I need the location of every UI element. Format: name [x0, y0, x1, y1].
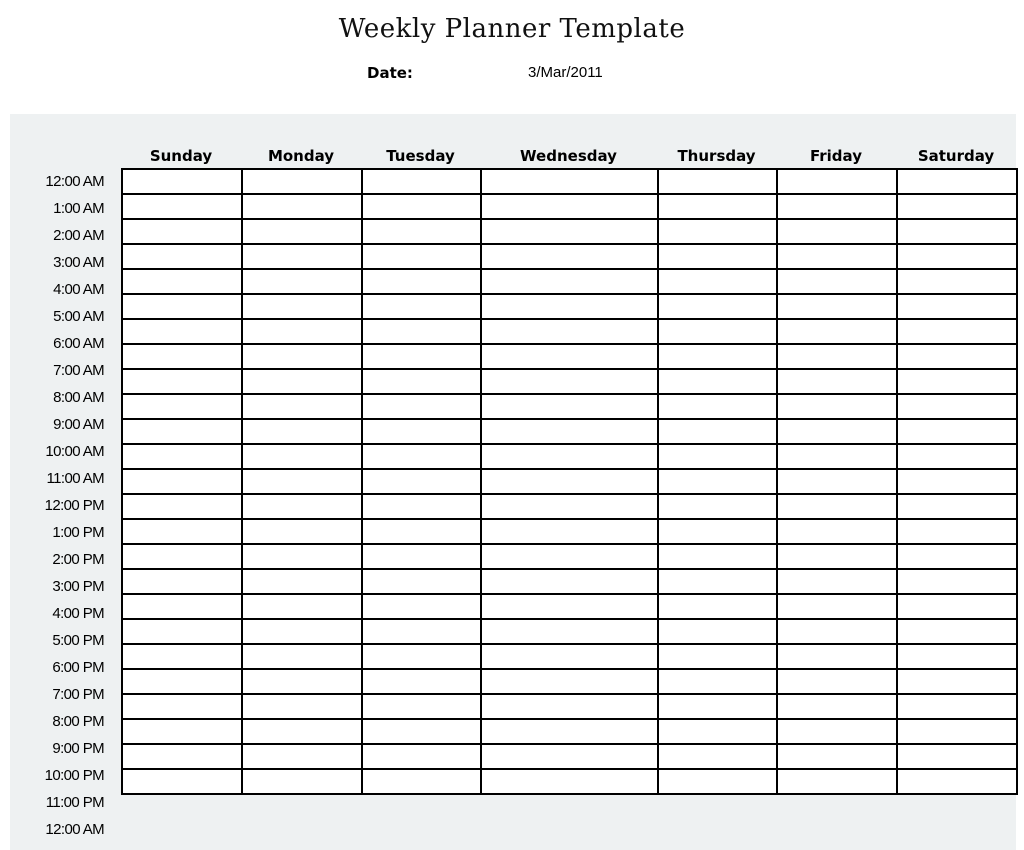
time-label: 2:00 AM	[53, 227, 104, 244]
planner-cell[interactable]	[481, 694, 658, 719]
planner-cell[interactable]	[897, 644, 1017, 669]
planner-cell[interactable]	[658, 694, 777, 719]
planner-cell[interactable]	[777, 369, 897, 394]
planner-cell[interactable]	[242, 494, 362, 519]
planner-cell[interactable]	[122, 269, 242, 294]
planner-cell[interactable]	[897, 544, 1017, 569]
planner-cell[interactable]	[122, 394, 242, 419]
planner-cell[interactable]	[658, 569, 777, 594]
planner-cell[interactable]	[362, 419, 481, 444]
planner-cell[interactable]	[122, 294, 242, 319]
planner-cell[interactable]	[362, 344, 481, 369]
planner-cell[interactable]	[362, 169, 481, 194]
planner-cell[interactable]	[122, 744, 242, 769]
planner-cell[interactable]	[362, 694, 481, 719]
planner-cell[interactable]	[897, 669, 1017, 694]
planner-cell[interactable]	[897, 594, 1017, 619]
planner-cell[interactable]	[481, 469, 658, 494]
planner-cell[interactable]	[481, 394, 658, 419]
planner-cell[interactable]	[242, 269, 362, 294]
planner-cell[interactable]	[777, 344, 897, 369]
day-header-monday: Monday	[267, 147, 335, 165]
table-row	[122, 594, 1017, 619]
planner-cell[interactable]	[242, 169, 362, 194]
table-row	[122, 344, 1017, 369]
time-label: 11:00 AM	[46, 470, 104, 487]
time-label: 12:00 PM	[44, 497, 104, 514]
table-row	[122, 494, 1017, 519]
planner-cell[interactable]	[362, 494, 481, 519]
planner-cell[interactable]	[897, 519, 1017, 544]
planner-cell[interactable]	[242, 594, 362, 619]
time-label: 5:00 AM	[53, 308, 104, 325]
planner-cell[interactable]	[481, 519, 658, 544]
time-label: 3:00 AM	[53, 254, 104, 271]
planner-cell[interactable]	[362, 619, 481, 644]
table-row	[122, 694, 1017, 719]
time-label: 1:00 PM	[52, 524, 104, 541]
planner-cell[interactable]	[777, 569, 897, 594]
time-label: 8:00 PM	[52, 713, 104, 730]
time-label: 4:00 AM	[53, 281, 104, 298]
planner-cell[interactable]	[658, 494, 777, 519]
time-label: 3:00 PM	[52, 578, 104, 595]
planner-cell[interactable]	[242, 419, 362, 444]
table-row	[122, 369, 1017, 394]
planner-cell[interactable]	[897, 194, 1017, 219]
planner-cell[interactable]	[122, 219, 242, 244]
planner-cell[interactable]	[362, 544, 481, 569]
day-header-row	[121, 144, 1016, 168]
planner-cell[interactable]	[658, 194, 777, 219]
planner-cell[interactable]	[242, 219, 362, 244]
time-label: 6:00 PM	[52, 659, 104, 676]
planner-cell[interactable]	[897, 169, 1017, 194]
planner-cell[interactable]	[362, 469, 481, 494]
planner-cell[interactable]	[777, 269, 897, 294]
planner-cell[interactable]	[242, 319, 362, 344]
planner-cell[interactable]	[481, 319, 658, 344]
planner-cell[interactable]	[897, 444, 1017, 469]
table-row	[122, 769, 1017, 794]
table-row	[122, 219, 1017, 244]
planner-cell[interactable]	[122, 669, 242, 694]
planner-cell[interactable]	[658, 219, 777, 244]
planner-cell[interactable]	[777, 519, 897, 544]
planner-cell[interactable]	[362, 669, 481, 694]
planner-cell[interactable]	[122, 569, 242, 594]
day-header-saturday: Saturday	[917, 147, 995, 165]
planner-cell[interactable]	[242, 619, 362, 644]
planner-cell[interactable]	[658, 519, 777, 544]
planner-cell[interactable]	[777, 419, 897, 444]
planner-cell[interactable]	[481, 719, 658, 744]
planner-cell[interactable]	[658, 419, 777, 444]
table-row	[122, 194, 1017, 219]
planner-cell[interactable]	[897, 369, 1017, 394]
page-title: Weekly Planner Template	[338, 14, 686, 44]
table-row	[122, 394, 1017, 419]
planner-cell[interactable]	[481, 769, 658, 794]
planner-cell[interactable]	[658, 369, 777, 394]
planner-cell[interactable]	[122, 469, 242, 494]
planner-cell[interactable]	[481, 194, 658, 219]
planner-cell[interactable]	[362, 569, 481, 594]
planner-cell[interactable]	[897, 344, 1017, 369]
planner-cell[interactable]	[481, 594, 658, 619]
planner-cell[interactable]	[658, 344, 777, 369]
planner-cell[interactable]	[122, 694, 242, 719]
planner-cell[interactable]	[242, 194, 362, 219]
planner-cell[interactable]	[122, 369, 242, 394]
planner-cell[interactable]	[897, 394, 1017, 419]
time-label: 12:00 AM	[45, 821, 104, 838]
planner-cell[interactable]	[242, 569, 362, 594]
planner-cell[interactable]	[658, 594, 777, 619]
table-row	[122, 669, 1017, 694]
table-row	[122, 519, 1017, 544]
planner-cell[interactable]	[777, 594, 897, 619]
planner-cell[interactable]	[122, 769, 242, 794]
table-row	[122, 419, 1017, 444]
day-header-wednesday: Wednesday	[520, 147, 617, 165]
planner-cell[interactable]	[777, 644, 897, 669]
planner-cell[interactable]	[122, 244, 242, 269]
planner-cell[interactable]	[777, 494, 897, 519]
planner-cell[interactable]	[362, 719, 481, 744]
planner-cell[interactable]	[777, 669, 897, 694]
planner-cell[interactable]	[897, 719, 1017, 744]
planner-cell[interactable]	[897, 494, 1017, 519]
table-row	[122, 569, 1017, 594]
time-label: 6:00 AM	[53, 335, 104, 352]
planner-cell[interactable]	[658, 719, 777, 744]
planner-cell[interactable]	[122, 644, 242, 669]
day-header-tuesday: Tuesday	[386, 147, 455, 165]
table-row	[122, 169, 1017, 194]
planner-cell[interactable]	[362, 594, 481, 619]
table-row	[122, 319, 1017, 344]
planner-cell[interactable]	[658, 769, 777, 794]
planner-cell[interactable]	[242, 669, 362, 694]
time-label: 10:00 PM	[44, 767, 104, 784]
planner-cell[interactable]	[897, 219, 1017, 244]
time-label: 5:00 PM	[52, 632, 104, 649]
planner-cell[interactable]	[122, 444, 242, 469]
planner-cell[interactable]	[481, 644, 658, 669]
planner-cell[interactable]	[242, 694, 362, 719]
time-label: 1:00 AM	[53, 200, 104, 217]
planner-cell[interactable]	[897, 469, 1017, 494]
planner-cell[interactable]	[481, 419, 658, 444]
planner-cell[interactable]	[658, 619, 777, 644]
planner-cell[interactable]	[777, 744, 897, 769]
planner-cell[interactable]	[242, 294, 362, 319]
planner-cell[interactable]	[481, 619, 658, 644]
planner-cell[interactable]	[122, 419, 242, 444]
planner-cell[interactable]	[658, 169, 777, 194]
planner-cell[interactable]	[122, 619, 242, 644]
planner-cell[interactable]	[242, 544, 362, 569]
planner-cell[interactable]	[897, 244, 1017, 269]
planner-cell[interactable]	[658, 244, 777, 269]
planner-cell[interactable]	[777, 719, 897, 744]
planner-cell[interactable]	[658, 744, 777, 769]
planner-cell[interactable]	[481, 544, 658, 569]
planner-cell[interactable]	[897, 694, 1017, 719]
planner-cell[interactable]	[362, 269, 481, 294]
planner-cell[interactable]	[897, 569, 1017, 594]
date-value: 3/Mar/2011	[528, 64, 603, 81]
planner-cell[interactable]	[122, 494, 242, 519]
table-row	[122, 444, 1017, 469]
planner-cell[interactable]	[658, 394, 777, 419]
planner-cell[interactable]	[777, 219, 897, 244]
planner-cell[interactable]	[777, 469, 897, 494]
planner-cell[interactable]	[242, 769, 362, 794]
planner-cell[interactable]	[777, 169, 897, 194]
planner-cell[interactable]	[122, 544, 242, 569]
planner-cell[interactable]	[777, 394, 897, 419]
planner-cell[interactable]	[242, 744, 362, 769]
planner-cell[interactable]	[481, 294, 658, 319]
table-row	[122, 619, 1017, 644]
planner-cell[interactable]	[362, 369, 481, 394]
planner-cell[interactable]	[481, 169, 658, 194]
time-label: 8:00 AM	[53, 389, 104, 406]
time-label: 9:00 AM	[53, 416, 104, 433]
planner-cell[interactable]	[777, 194, 897, 219]
planner-cell[interactable]	[777, 244, 897, 269]
planner-cell[interactable]	[362, 219, 481, 244]
time-label: 7:00 AM	[53, 362, 104, 379]
time-label: 11:00 PM	[45, 794, 104, 811]
table-row	[122, 644, 1017, 669]
planner-cell[interactable]	[362, 769, 481, 794]
time-column	[12, 168, 122, 843]
planner-cell[interactable]	[777, 769, 897, 794]
planner-cell[interactable]	[362, 294, 481, 319]
date-label: Date:	[367, 64, 413, 82]
planner-cell[interactable]	[897, 769, 1017, 794]
planner-cell[interactable]	[658, 469, 777, 494]
planner-cell[interactable]	[362, 194, 481, 219]
planner-cell[interactable]	[122, 594, 242, 619]
planner-cell[interactable]	[122, 319, 242, 344]
planner-cell[interactable]	[897, 744, 1017, 769]
planner-cell[interactable]	[658, 644, 777, 669]
planner-cell[interactable]	[777, 444, 897, 469]
planner-cell[interactable]	[122, 519, 242, 544]
planner-cell[interactable]	[362, 644, 481, 669]
planner-cell[interactable]	[242, 469, 362, 494]
planner-cell[interactable]	[242, 244, 362, 269]
day-header-thursday: Thursday	[677, 147, 756, 165]
planner-cell[interactable]	[362, 244, 481, 269]
time-label: 9:00 PM	[52, 740, 104, 757]
planner-cell[interactable]	[362, 519, 481, 544]
table-row	[122, 244, 1017, 269]
planner-cell[interactable]	[481, 269, 658, 294]
planner-cell[interactable]	[242, 644, 362, 669]
planner-cell[interactable]	[362, 319, 481, 344]
planner-cell[interactable]	[481, 569, 658, 594]
planner-cell[interactable]	[481, 244, 658, 269]
planner-cell[interactable]	[122, 719, 242, 744]
planner-cell[interactable]	[658, 669, 777, 694]
table-row	[122, 544, 1017, 569]
planner-cell[interactable]	[658, 294, 777, 319]
table-row	[122, 269, 1017, 294]
planner-cell[interactable]	[481, 494, 658, 519]
time-label: 10:00 AM	[45, 443, 104, 460]
planner-cell[interactable]	[242, 369, 362, 394]
planner-cell[interactable]	[122, 169, 242, 194]
planner-cell[interactable]	[362, 444, 481, 469]
planner-cell[interactable]	[897, 294, 1017, 319]
planner-cell[interactable]	[242, 444, 362, 469]
planner-cell[interactable]	[481, 744, 658, 769]
planner-cell[interactable]	[122, 344, 242, 369]
table-row	[122, 469, 1017, 494]
planner-cell[interactable]	[897, 269, 1017, 294]
planner-cell[interactable]	[777, 619, 897, 644]
planner-cell[interactable]	[777, 294, 897, 319]
planner-cell[interactable]	[242, 344, 362, 369]
planner-cell[interactable]	[481, 219, 658, 244]
planner-cell[interactable]	[777, 694, 897, 719]
planner-cell[interactable]	[122, 194, 242, 219]
time-label: 12:00 AM	[45, 173, 104, 190]
planner-cell[interactable]	[658, 444, 777, 469]
table-row	[122, 744, 1017, 769]
planner-cell[interactable]	[777, 544, 897, 569]
planner-cell[interactable]	[242, 394, 362, 419]
planner-cell[interactable]	[658, 544, 777, 569]
planner-cell[interactable]	[777, 319, 897, 344]
planner-cell[interactable]	[481, 344, 658, 369]
planner-cell[interactable]	[481, 669, 658, 694]
planner-cell[interactable]	[481, 369, 658, 394]
planner-cell[interactable]	[481, 444, 658, 469]
day-header-sunday: Sunday	[149, 147, 213, 165]
planner-cell[interactable]	[362, 744, 481, 769]
planner-cell[interactable]	[897, 419, 1017, 444]
table-row	[122, 294, 1017, 319]
planner-cell[interactable]	[897, 319, 1017, 344]
planner-cell[interactable]	[897, 619, 1017, 644]
planner-grid	[121, 168, 1018, 795]
day-header-friday: Friday	[809, 147, 862, 165]
planner-cell[interactable]	[242, 519, 362, 544]
time-label: 2:00 PM	[52, 551, 104, 568]
time-label: 7:00 PM	[52, 686, 104, 703]
planner-cell[interactable]	[242, 719, 362, 744]
table-row	[122, 719, 1017, 744]
planner-cell[interactable]	[362, 394, 481, 419]
time-label: 4:00 PM	[52, 605, 104, 622]
planner-cell[interactable]	[658, 319, 777, 344]
planner-cell[interactable]	[658, 269, 777, 294]
